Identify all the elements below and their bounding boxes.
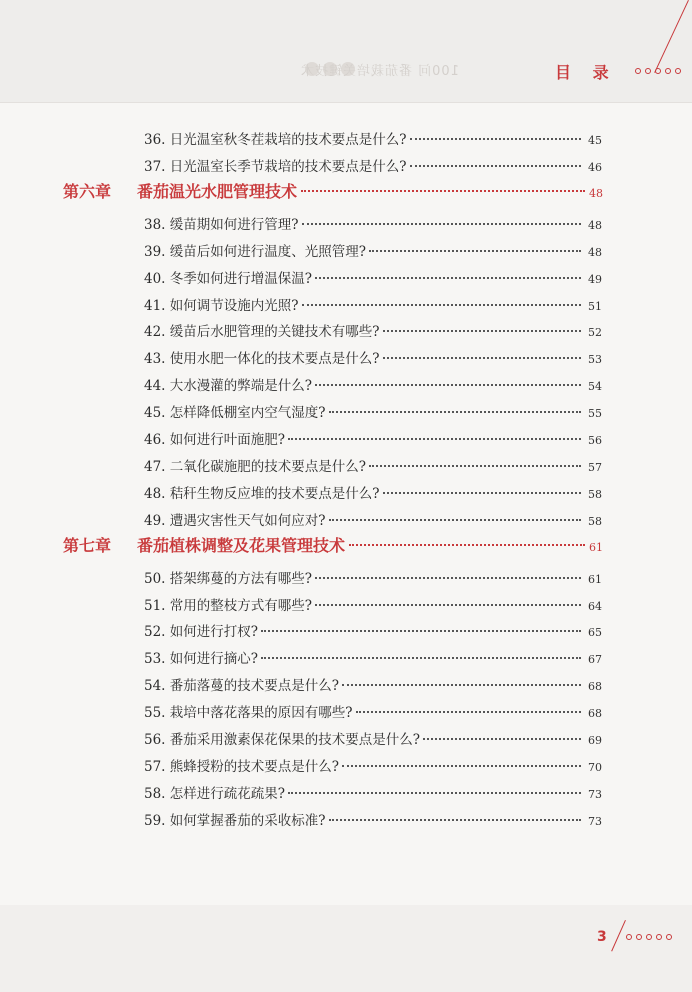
toc-entry (144, 620, 602, 644)
toc-entry (144, 701, 602, 725)
page-ref: 49 (588, 272, 602, 286)
entry-title: 42. 缓苗后水肥管理的关键技术有哪些? (144, 324, 380, 341)
toc-entry (144, 320, 602, 344)
page-ref: 68 (588, 680, 602, 694)
footer-band (0, 905, 692, 992)
toc-chapter-heading (63, 179, 603, 207)
entry-title: 51. 常用的整枝方式有哪些? (144, 597, 312, 614)
dot-leader (342, 765, 581, 767)
entry-title: 45. 怎样降低棚室内空气湿度? (144, 405, 326, 422)
page-ref: 58 (588, 514, 602, 528)
page-ref: 48 (588, 245, 602, 259)
entry-title: 57. 熊蜂授粉的技术要点是什么? (144, 758, 339, 775)
entry-title: 37. 日光温室长季节栽培的技术要点是什么? (144, 158, 407, 175)
dot-leader (349, 544, 585, 546)
toc-entry (144, 374, 602, 398)
dot-leader (369, 465, 581, 467)
page-ref: 53 (588, 353, 602, 367)
chapter-number: 第六章 (63, 181, 112, 201)
entry-title: 50. 搭架绑蔓的方法有哪些? (144, 570, 312, 587)
entry-title: 47. 二氧化碳施肥的技术要点是什么? (144, 458, 366, 475)
dot-leader (302, 304, 582, 306)
entry-title: 41. 如何调节设施内光照? (144, 297, 299, 314)
page-ref: 70 (588, 760, 602, 774)
entry-title: 58. 怎样进行疏花疏果? (144, 785, 285, 802)
page-ref: 64 (588, 599, 602, 613)
dot-leader (369, 250, 581, 252)
entry-title: 52. 如何进行打杈? (144, 624, 258, 641)
toc-entry (144, 755, 602, 779)
page-ref: 65 (588, 626, 602, 640)
page-ref: 56 (588, 434, 602, 447)
dot-leader (329, 411, 582, 413)
toc-entry (144, 240, 602, 264)
chapter-title: 番茄温光水肥管理技术 (137, 181, 298, 201)
entry-title: 53. 如何进行摘心? (144, 651, 258, 668)
toc-entry (144, 401, 602, 425)
dot-leader (261, 630, 581, 632)
toc-entry (144, 155, 602, 179)
footer-dots-decoration (626, 934, 672, 940)
entry-title: 56. 番茄采用激素保花保果的技术要点是什么? (144, 732, 420, 748)
toc-entry (144, 294, 602, 318)
toc-entry (144, 213, 602, 237)
toc-entry (144, 567, 602, 591)
dot-leader (315, 277, 581, 279)
chapter-title: 番茄植株调整及花果管理技术 (137, 535, 346, 555)
page-number: 3 (597, 929, 607, 945)
toc-chapter-heading (63, 533, 603, 561)
toc-entry (144, 674, 602, 698)
page-ref: 67 (588, 653, 602, 667)
entry-title: 43. 使用水肥一体化的技术要点是什么? (144, 351, 380, 368)
dot-leader (315, 604, 581, 606)
header-band (0, 0, 692, 103)
dot-leader (288, 792, 581, 794)
toc-entry (144, 594, 602, 618)
page-ref: 48 (588, 218, 602, 232)
toc-entry (144, 647, 602, 671)
dot-leader (342, 684, 581, 686)
dot-leader (261, 657, 581, 659)
dot-leader (410, 165, 582, 167)
dot-leader (356, 711, 582, 713)
dot-leader (301, 190, 585, 192)
dot-leader (410, 138, 582, 140)
dot-leader (423, 738, 581, 740)
page-ref: 51 (588, 299, 602, 313)
entry-title: 38. 缓苗期如何进行管理? (144, 216, 299, 233)
dot-leader (383, 357, 582, 359)
toc-entry (144, 128, 602, 152)
header-dots-decoration (635, 68, 681, 74)
entry-title: 48. 秸秆生物反应堆的技术要点是什么? (144, 485, 380, 502)
toc-entry (144, 347, 602, 371)
page-ref: 55 (588, 407, 602, 421)
entry-title: 44. 大水漫灌的弊端是什么? (144, 378, 312, 395)
page-ref: 68 (588, 707, 602, 721)
page-ref: 73 (588, 814, 602, 828)
toc-entry (144, 782, 602, 806)
entry-title: 40. 冬季如何进行增温保温? (144, 270, 312, 287)
page-ref: 69 (588, 734, 602, 747)
page-ref: 57 (588, 460, 602, 474)
page-ref: 52 (588, 326, 602, 340)
chapter-number: 第七章 (63, 535, 112, 555)
dot-leader (383, 330, 582, 332)
entry-title: 36. 日光温室秋冬茬栽培的技术要点是什么? (144, 132, 407, 148)
dot-leader (315, 384, 581, 386)
dot-leader (288, 438, 581, 440)
toc-entry (144, 455, 602, 479)
dot-leader (329, 819, 582, 821)
page-ref: 61 (588, 572, 602, 586)
toc-entry (144, 428, 602, 452)
bleed-through-text: 100问 番茄栽培关键技术 (300, 64, 459, 79)
page-ref: 46 (588, 160, 602, 174)
entry-title: 55. 栽培中落花落果的原因有哪些? (144, 705, 353, 722)
dot-leader (302, 223, 582, 225)
page-ref: 45 (588, 134, 602, 147)
entry-title: 59. 如何掌握番茄的采收标准? (144, 812, 326, 829)
toc-entry (144, 809, 602, 833)
toc-entry (144, 728, 602, 752)
entry-title: 54. 番茄落蔓的技术要点是什么? (144, 678, 339, 695)
dot-leader (383, 492, 582, 494)
page-ref: 61 (589, 540, 603, 554)
entry-title: 49. 遭遇灾害性天气如何应对? (144, 512, 326, 529)
toc-entry (144, 482, 602, 506)
dot-leader (315, 577, 581, 579)
entry-title: 39. 缓苗后如何进行温度、光照管理? (144, 243, 366, 260)
toc-entry (144, 267, 602, 291)
page-title: 目 录 (555, 63, 617, 82)
dot-leader (329, 519, 582, 521)
page-ref: 48 (589, 186, 603, 200)
page-ref: 73 (588, 787, 602, 801)
page-ref: 54 (588, 380, 602, 394)
entry-title: 46. 如何进行叶面施肥? (144, 432, 285, 448)
page-ref: 58 (588, 487, 602, 501)
toc-entry (144, 509, 602, 533)
